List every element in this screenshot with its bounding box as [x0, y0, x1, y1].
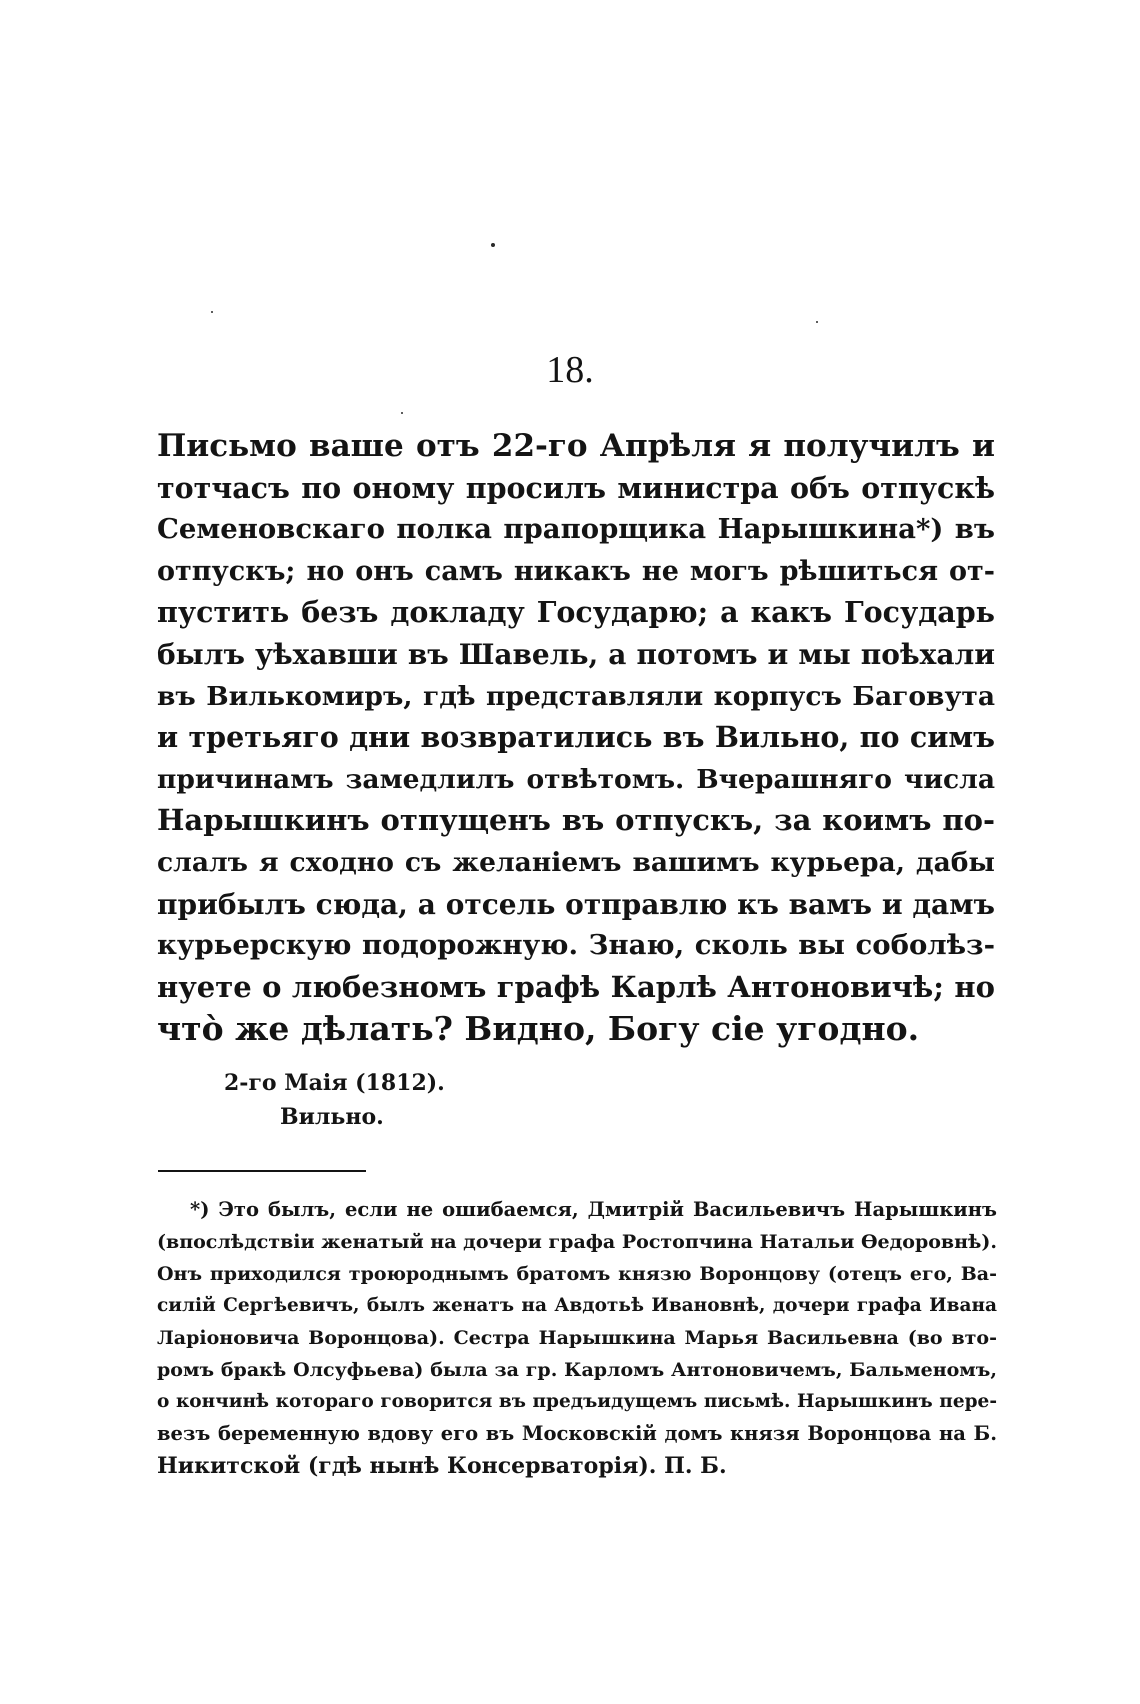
scan-speck	[491, 243, 495, 247]
letter-line: нуете о любезномъ графѣ Карлѣ Антоновичѣ; но	[157, 969, 995, 1004]
letter-line: тотчасъ по оному просилъ министра объ отпускѣ	[157, 470, 995, 505]
letter-line: слалъ я сходно съ желаніемъ вашимъ курьера, дабы	[157, 846, 995, 878]
letter-line: отпускъ; но онъ самъ никакъ не могъ рѣшиться от-	[157, 555, 995, 587]
footnote-line: о кончинѣ котораго говорится въ предъидущемъ письмѣ. Нарышкинъ пере-	[157, 1391, 997, 1412]
letter-line: Нарышкинъ отпущенъ въ отпускъ, за коимъ по-	[157, 803, 995, 838]
footnote-line: силій Сергѣевичъ, былъ женатъ на Авдотьѣ Ивановнѣ, дочери графа Ивана	[157, 1295, 997, 1316]
footnote-line: *) Это былъ, если не ошибаемся, Дмитрій Васильевичъ Нарышкинъ	[190, 1198, 997, 1221]
letter-line: пустить безъ докладу Государю; а какъ Государь	[157, 595, 995, 630]
footnote	[157, 1194, 997, 1482]
footnote-line: ромъ бракѣ Олсуфьева) была за гр. Карломъ Антоновичемъ, Бальменомъ,	[157, 1359, 997, 1381]
letter-line: прибылъ сюда, а отсель отправлю къ вамъ и дамъ	[157, 887, 995, 921]
letter-line: курьерскую подорожную. Знаю, сколь вы соболѣз-	[157, 929, 995, 962]
letter-signature	[224, 1066, 445, 1134]
footnote-line: Онъ приходился троюроднымъ братомъ князю Воронцову (отецъ его, Ва-	[157, 1263, 997, 1285]
signature-date: 2-го Маія (1812).	[224, 1070, 445, 1096]
signature-place: Вильно.	[280, 1104, 384, 1130]
letter-body	[157, 426, 995, 1050]
letter-line: и третьяго дни возвратились въ Вильно, по симъ	[157, 720, 995, 755]
footnote-divider	[158, 1170, 366, 1172]
scan-speck	[401, 412, 403, 414]
page-number: 18.	[546, 349, 594, 391]
letter-line: Семеновскаго полка прапорщика Нарышкина*) въ	[157, 513, 995, 546]
letter-line: въ Вилькомиръ, гдѣ представляли корпусъ Баговута	[157, 680, 995, 712]
scan-speck	[211, 311, 213, 313]
footnote-line: Никитской (гдѣ нынѣ Консерваторія). П. Б.	[157, 1453, 727, 1479]
footnote-line: (впослѣдствіи женатый на дочери графа Ростопчина Натальи Ѳедоровнѣ).	[157, 1231, 997, 1253]
footnote-line: везъ беременную вдову его въ Московскій домъ князя Воронцова на Б.	[157, 1422, 997, 1445]
letter-line: Письмо ваше отъ 22-го Апрѣля я получилъ и	[157, 428, 995, 464]
scan-speck	[816, 321, 818, 323]
letter-line: причинамъ замедлилъ отвѣтомъ. Вчерашняго числа	[157, 763, 995, 795]
footnote-line: Ларіоновича Воронцова). Сестра Нарышкина Марья Васильевна (во вто-	[157, 1327, 997, 1349]
letter-line: былъ уѣхавши въ Шавель, а потомъ и мы поѣхали	[157, 637, 995, 671]
letter-line: что̀ же дѣлать? Видно, Богу сіе угодно.	[157, 1009, 920, 1049]
